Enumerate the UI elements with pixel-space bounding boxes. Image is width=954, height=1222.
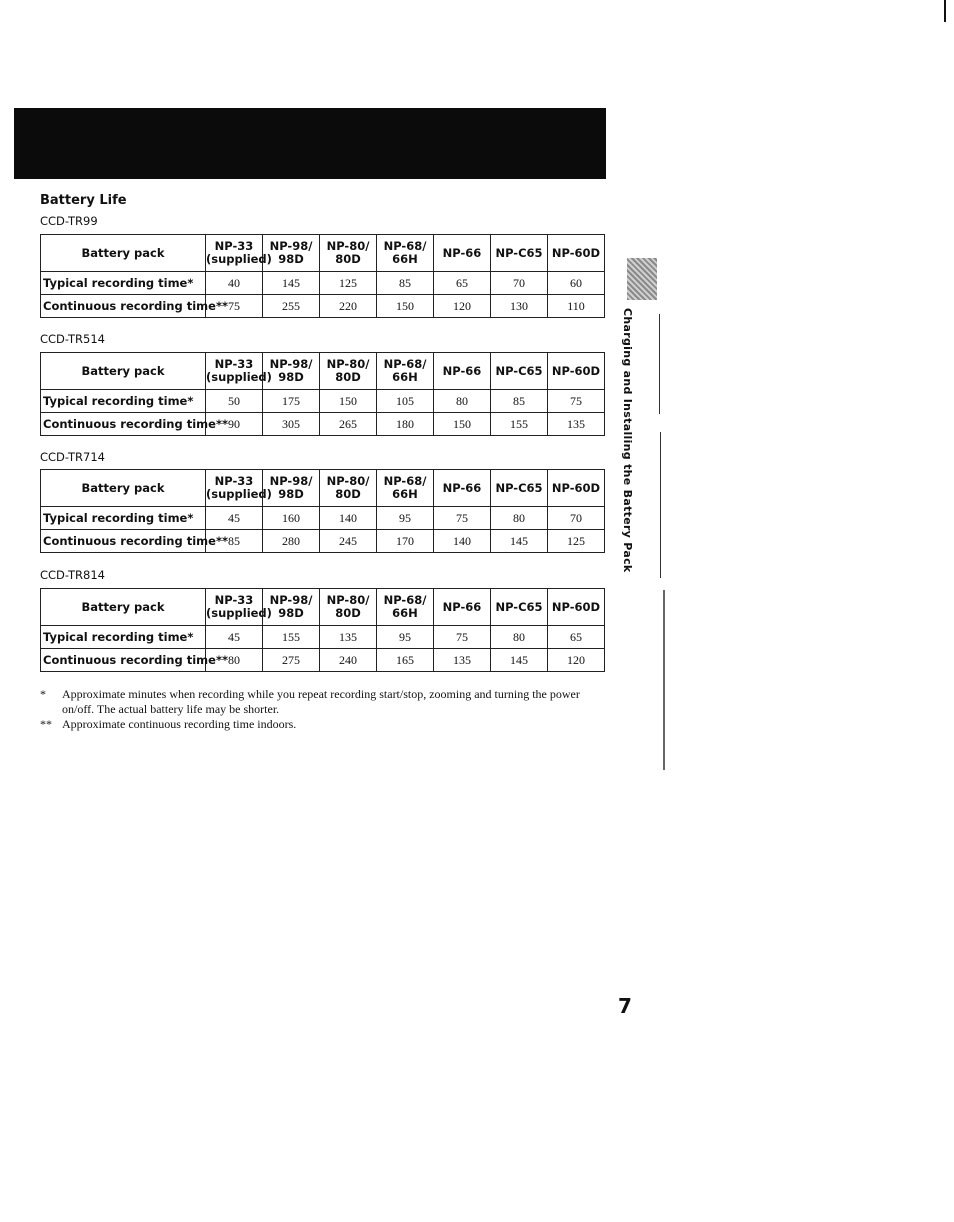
table-cell: 265 bbox=[320, 413, 377, 436]
footnote-mark: ** bbox=[40, 717, 52, 731]
table-cell: 130 bbox=[491, 295, 548, 318]
column-header: NP-68/ 66H bbox=[377, 589, 434, 626]
column-header: NP-98/ 98D bbox=[263, 353, 320, 390]
table-cell: 75 bbox=[548, 390, 605, 413]
table-cell: 45 bbox=[206, 507, 263, 530]
table-cell: 240 bbox=[320, 649, 377, 672]
table-cell: 120 bbox=[548, 649, 605, 672]
column-header: NP-33 (supplied) bbox=[206, 353, 263, 390]
table-cell: 125 bbox=[320, 272, 377, 295]
table-row bbox=[41, 649, 605, 672]
table-cell: 150 bbox=[320, 390, 377, 413]
table-cell: 155 bbox=[491, 413, 548, 436]
table-row bbox=[41, 272, 605, 295]
table-cell: 160 bbox=[263, 507, 320, 530]
row-label: Typical recording time* bbox=[41, 507, 206, 530]
column-header: NP-60D bbox=[548, 470, 605, 507]
section-title: Battery Life bbox=[40, 193, 127, 208]
table-cell: 220 bbox=[320, 295, 377, 318]
column-header: Battery pack bbox=[41, 235, 206, 272]
column-header: NP-33 (supplied) bbox=[206, 470, 263, 507]
table-cell: 140 bbox=[320, 507, 377, 530]
table-cell: 165 bbox=[377, 649, 434, 672]
battery-table bbox=[40, 234, 605, 318]
column-header: NP-80/ 80D bbox=[320, 235, 377, 272]
page-number: 7 bbox=[618, 994, 632, 1018]
table-row bbox=[41, 295, 605, 318]
table-cell: 85 bbox=[377, 272, 434, 295]
margin-rule bbox=[663, 590, 665, 770]
table-cell: 245 bbox=[320, 530, 377, 553]
column-header: NP-33 (supplied) bbox=[206, 589, 263, 626]
table-cell: 180 bbox=[377, 413, 434, 436]
table-cell: 135 bbox=[434, 649, 491, 672]
footnote-text: Approximate minutes when recording while you repeat recording start/stop, zooming and turning the power on/off. The actual battery life may be shorter. bbox=[62, 687, 580, 716]
table-cell: 175 bbox=[263, 390, 320, 413]
table-cell: 120 bbox=[434, 295, 491, 318]
table-cell: 80 bbox=[206, 649, 263, 672]
footnote bbox=[40, 717, 600, 732]
column-header: NP-C65 bbox=[491, 470, 548, 507]
table-cell: 145 bbox=[491, 649, 548, 672]
table-cell: 75 bbox=[206, 295, 263, 318]
table-cell: 275 bbox=[263, 649, 320, 672]
table-cell: 95 bbox=[377, 626, 434, 649]
column-header: NP-60D bbox=[548, 353, 605, 390]
column-header: NP-66 bbox=[434, 235, 491, 272]
table-cell: 305 bbox=[263, 413, 320, 436]
table-cell: 75 bbox=[434, 626, 491, 649]
table-cell: 90 bbox=[206, 413, 263, 436]
row-label: Continuous recording time** bbox=[41, 530, 206, 553]
column-header: NP-80/ 80D bbox=[320, 470, 377, 507]
battery-table bbox=[40, 352, 605, 436]
table-row bbox=[41, 626, 605, 649]
table-cell: 145 bbox=[263, 272, 320, 295]
column-header: NP-C65 bbox=[491, 353, 548, 390]
table-cell: 110 bbox=[548, 295, 605, 318]
table-cell: 125 bbox=[548, 530, 605, 553]
page-edge-mark bbox=[944, 0, 946, 22]
table-cell: 50 bbox=[206, 390, 263, 413]
margin-rule bbox=[659, 314, 660, 414]
table-row bbox=[41, 530, 605, 553]
column-header: Battery pack bbox=[41, 470, 206, 507]
row-label: Continuous recording time** bbox=[41, 413, 206, 436]
table-row bbox=[41, 390, 605, 413]
column-header: NP-C65 bbox=[491, 589, 548, 626]
row-label: Typical recording time* bbox=[41, 390, 206, 413]
model-label: CCD-TR814 bbox=[40, 568, 105, 582]
column-header: NP-68/ 66H bbox=[377, 353, 434, 390]
table-cell: 60 bbox=[548, 272, 605, 295]
table-header-row bbox=[41, 353, 605, 390]
header-bar bbox=[14, 108, 606, 179]
table-cell: 70 bbox=[491, 272, 548, 295]
table-cell: 70 bbox=[548, 507, 605, 530]
table-cell: 80 bbox=[491, 507, 548, 530]
table-row bbox=[41, 507, 605, 530]
footnote bbox=[40, 687, 600, 717]
model-label: CCD-TR99 bbox=[40, 214, 98, 228]
table-header-row bbox=[41, 470, 605, 507]
model-label: CCD-TR514 bbox=[40, 332, 105, 346]
table-cell: 105 bbox=[377, 390, 434, 413]
table-cell: 135 bbox=[548, 413, 605, 436]
table-cell: 40 bbox=[206, 272, 263, 295]
table-cell: 80 bbox=[434, 390, 491, 413]
footnote-text: Approximate continuous recording time indoors. bbox=[62, 717, 297, 731]
table-cell: 150 bbox=[377, 295, 434, 318]
table-cell: 85 bbox=[206, 530, 263, 553]
table-cell: 45 bbox=[206, 626, 263, 649]
margin-rule bbox=[660, 432, 661, 578]
row-label: Typical recording time* bbox=[41, 272, 206, 295]
table-cell: 255 bbox=[263, 295, 320, 318]
table-cell: 95 bbox=[377, 507, 434, 530]
column-header: NP-66 bbox=[434, 470, 491, 507]
table-header-row bbox=[41, 589, 605, 626]
footnote-mark: * bbox=[40, 687, 46, 701]
table-cell: 140 bbox=[434, 530, 491, 553]
column-header: NP-66 bbox=[434, 589, 491, 626]
table-cell: 135 bbox=[320, 626, 377, 649]
side-tab-label: Charging and Installing the Battery Pack bbox=[621, 308, 634, 573]
column-header: NP-66 bbox=[434, 353, 491, 390]
battery-table bbox=[40, 469, 605, 553]
column-header: NP-98/ 98D bbox=[263, 589, 320, 626]
table-cell: 80 bbox=[491, 626, 548, 649]
column-header: Battery pack bbox=[41, 589, 206, 626]
row-label: Continuous recording time** bbox=[41, 295, 206, 318]
column-header: NP-68/ 66H bbox=[377, 235, 434, 272]
row-label: Typical recording time* bbox=[41, 626, 206, 649]
table-cell: 155 bbox=[263, 626, 320, 649]
thumb-index-patch bbox=[627, 258, 657, 300]
table-cell: 65 bbox=[548, 626, 605, 649]
table-row bbox=[41, 413, 605, 436]
model-label: CCD-TR714 bbox=[40, 450, 105, 464]
column-header: NP-98/ 98D bbox=[263, 235, 320, 272]
column-header: NP-60D bbox=[548, 589, 605, 626]
table-cell: 170 bbox=[377, 530, 434, 553]
column-header: NP-C65 bbox=[491, 235, 548, 272]
table-cell: 85 bbox=[491, 390, 548, 413]
footnotes bbox=[40, 687, 600, 732]
row-label: Continuous recording time** bbox=[41, 649, 206, 672]
table-cell: 65 bbox=[434, 272, 491, 295]
column-header: NP-98/ 98D bbox=[263, 470, 320, 507]
table-cell: 145 bbox=[491, 530, 548, 553]
table-cell: 150 bbox=[434, 413, 491, 436]
column-header: NP-60D bbox=[548, 235, 605, 272]
column-header: NP-33 (supplied) bbox=[206, 235, 263, 272]
column-header: Battery pack bbox=[41, 353, 206, 390]
table-cell: 75 bbox=[434, 507, 491, 530]
column-header: NP-80/ 80D bbox=[320, 589, 377, 626]
column-header: NP-68/ 66H bbox=[377, 470, 434, 507]
battery-table bbox=[40, 588, 605, 672]
table-header-row bbox=[41, 235, 605, 272]
table-cell: 280 bbox=[263, 530, 320, 553]
column-header: NP-80/ 80D bbox=[320, 353, 377, 390]
